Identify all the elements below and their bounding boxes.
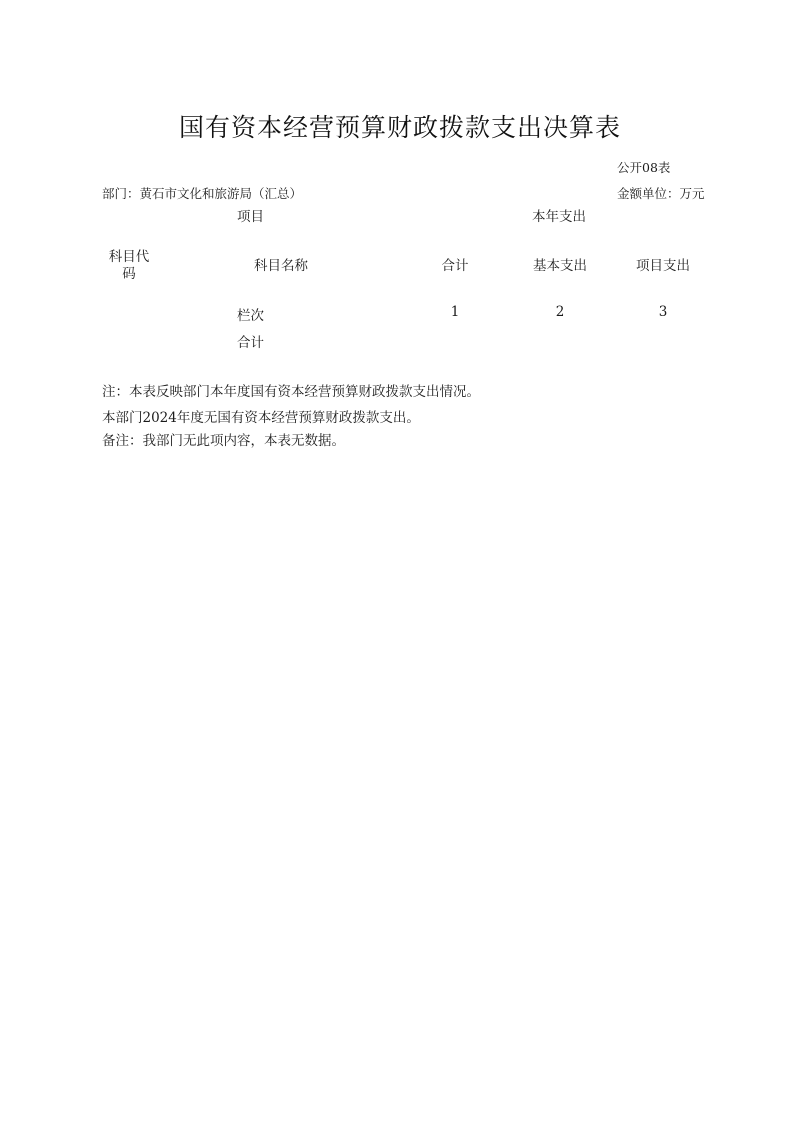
header-basic-expense: 基本支出 [533, 258, 587, 274]
unit-label: 金额单位：万元 [617, 186, 705, 201]
note-line: 本部门2024年度无国有资本经营预算财政拨款支出。 [102, 410, 420, 426]
row-index-col2: 2 [555, 304, 565, 320]
department-label: 部门：黄石市文化和旅游局（汇总） [102, 186, 303, 201]
row-index-label: 栏次 [237, 308, 264, 324]
header-total: 合计 [441, 258, 469, 274]
header-project-expense: 项目支出 [636, 258, 690, 274]
header-subject-code-line1: 科目代 [108, 249, 150, 265]
note-line: 备注：我部门无此项内容，本表无数据。 [102, 433, 345, 449]
header-project: 项目 [237, 209, 264, 225]
note-line: 注：本表反映部门本年度国有资本经营预算财政拨款支出情况。 [102, 384, 480, 400]
header-current-year-expense: 本年支出 [532, 209, 586, 225]
row-index-col3: 3 [658, 304, 668, 320]
header-subject-code-line2: 码 [122, 266, 136, 282]
row-total-label: 合计 [237, 335, 264, 351]
page-title: 国有资本经营预算财政拨款支出决算表 [178, 113, 621, 142]
row-index-col1: 1 [450, 304, 460, 320]
table-code: 公开08表 [617, 160, 671, 175]
header-subject-name: 科目名称 [254, 258, 308, 274]
